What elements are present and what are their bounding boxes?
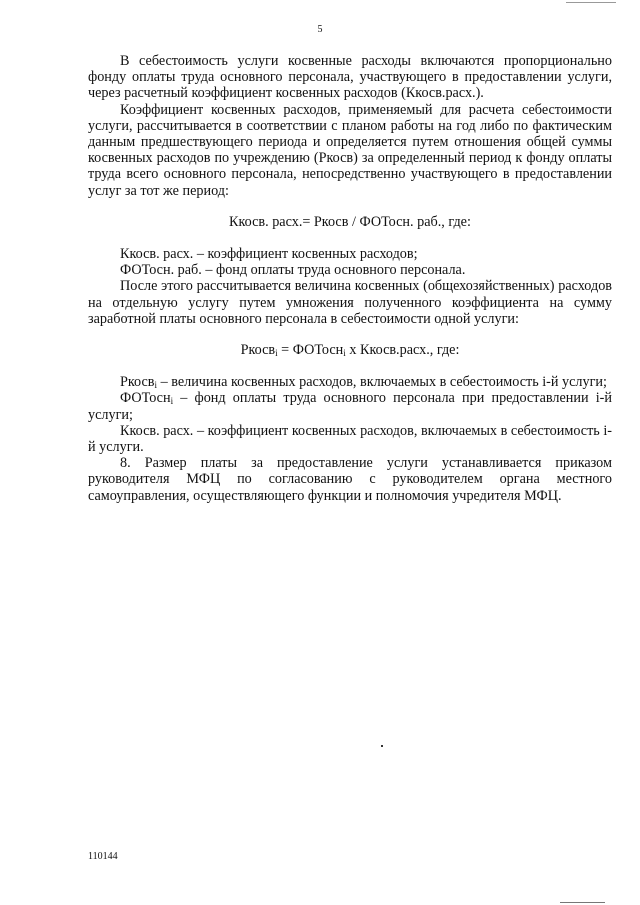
formula-indirect-costs bbox=[88, 342, 612, 358]
formula-subscript: i bbox=[343, 348, 346, 359]
scan-artifact-top bbox=[566, 2, 616, 3]
formula-term-rkosv: Ркосв bbox=[240, 342, 276, 359]
scan-artifact-dot bbox=[381, 745, 383, 747]
scan-artifact-bottom bbox=[560, 902, 605, 903]
definition-text: – величина косвенных расходов, включаемых в себестоимость i-й услуги; bbox=[157, 374, 607, 391]
definition-text: – фонд оплаты труда основного персонала при предоставлении i-й услуги; bbox=[88, 390, 612, 423]
definition-indirect-costs-value bbox=[88, 374, 612, 390]
definition-payroll-fund: ФОТосн. раб. – фонд оплаты труда основного персонала. bbox=[120, 262, 466, 279]
page-number: 5 bbox=[317, 24, 323, 35]
formula-coefficient: Ккосв. расх.= Ркосв / ФОТосн. раб., где: bbox=[229, 213, 471, 230]
paragraph-indirect-costs-calculation: После этого рассчитывается величина косвенных (общехозяйственных) расходов на отдельную услугу путем умножения полученного коэффициента на сумму заработной платы основного персонала в себестоимости одной услуги: bbox=[88, 278, 612, 327]
document-code: 110144 bbox=[88, 851, 118, 862]
formula-subscript: i bbox=[275, 348, 278, 359]
paragraph-fee-approval: 8. Размер платы за предоставление услуги устанавливается приказом руководителя МФЦ по согласованию с руководителем органа местного самоуправления, осуществляющего функции и полномочия учредителя МФЦ. bbox=[88, 455, 612, 504]
paragraph-coefficient-definition: Коэффициент косвенных расходов, применяемый для расчета себестоимости услуги, рассчитывается в соответствии с планом работы на год либо по фактическим данным предшествующего периода и определяется путем отношения общей суммы косвенных расходов по учреждению (Ркосв) за определенный период к фонду оплаты труда всего основного персонала, непосредственно участвующего в предоставлении услуг за тот же период: bbox=[88, 101, 612, 199]
definition-subscript: i bbox=[154, 380, 158, 391]
formula-term-fot: = ФОТосн bbox=[277, 342, 344, 359]
definition-subscript: i bbox=[170, 396, 174, 407]
definition-coefficient: Ккосв. расх. – коэффициент косвенных расходов; bbox=[120, 246, 418, 263]
definition-term: Ркосв bbox=[120, 374, 155, 391]
definition-term: ФОТосн bbox=[120, 390, 171, 407]
paragraph-indirect-costs-inclusion: В себестоимость услуги косвенные расходы включаются пропорционально фонду оплаты труда основного персонала, участвующего в предоставлении услуги, через расчетный коэффициент косвенных расходов (Ккосв.расх.). bbox=[88, 53, 612, 102]
document-body bbox=[88, 53, 612, 504]
definition-payroll-fund-i bbox=[88, 390, 612, 422]
definition-coefficient-i: Ккосв. расх. – коэффициент косвенных расходов, включаемых в себестоимость i-й услуги. bbox=[88, 422, 612, 456]
formula-term-coefficient: х Ккосв.расх., где: bbox=[345, 342, 460, 359]
